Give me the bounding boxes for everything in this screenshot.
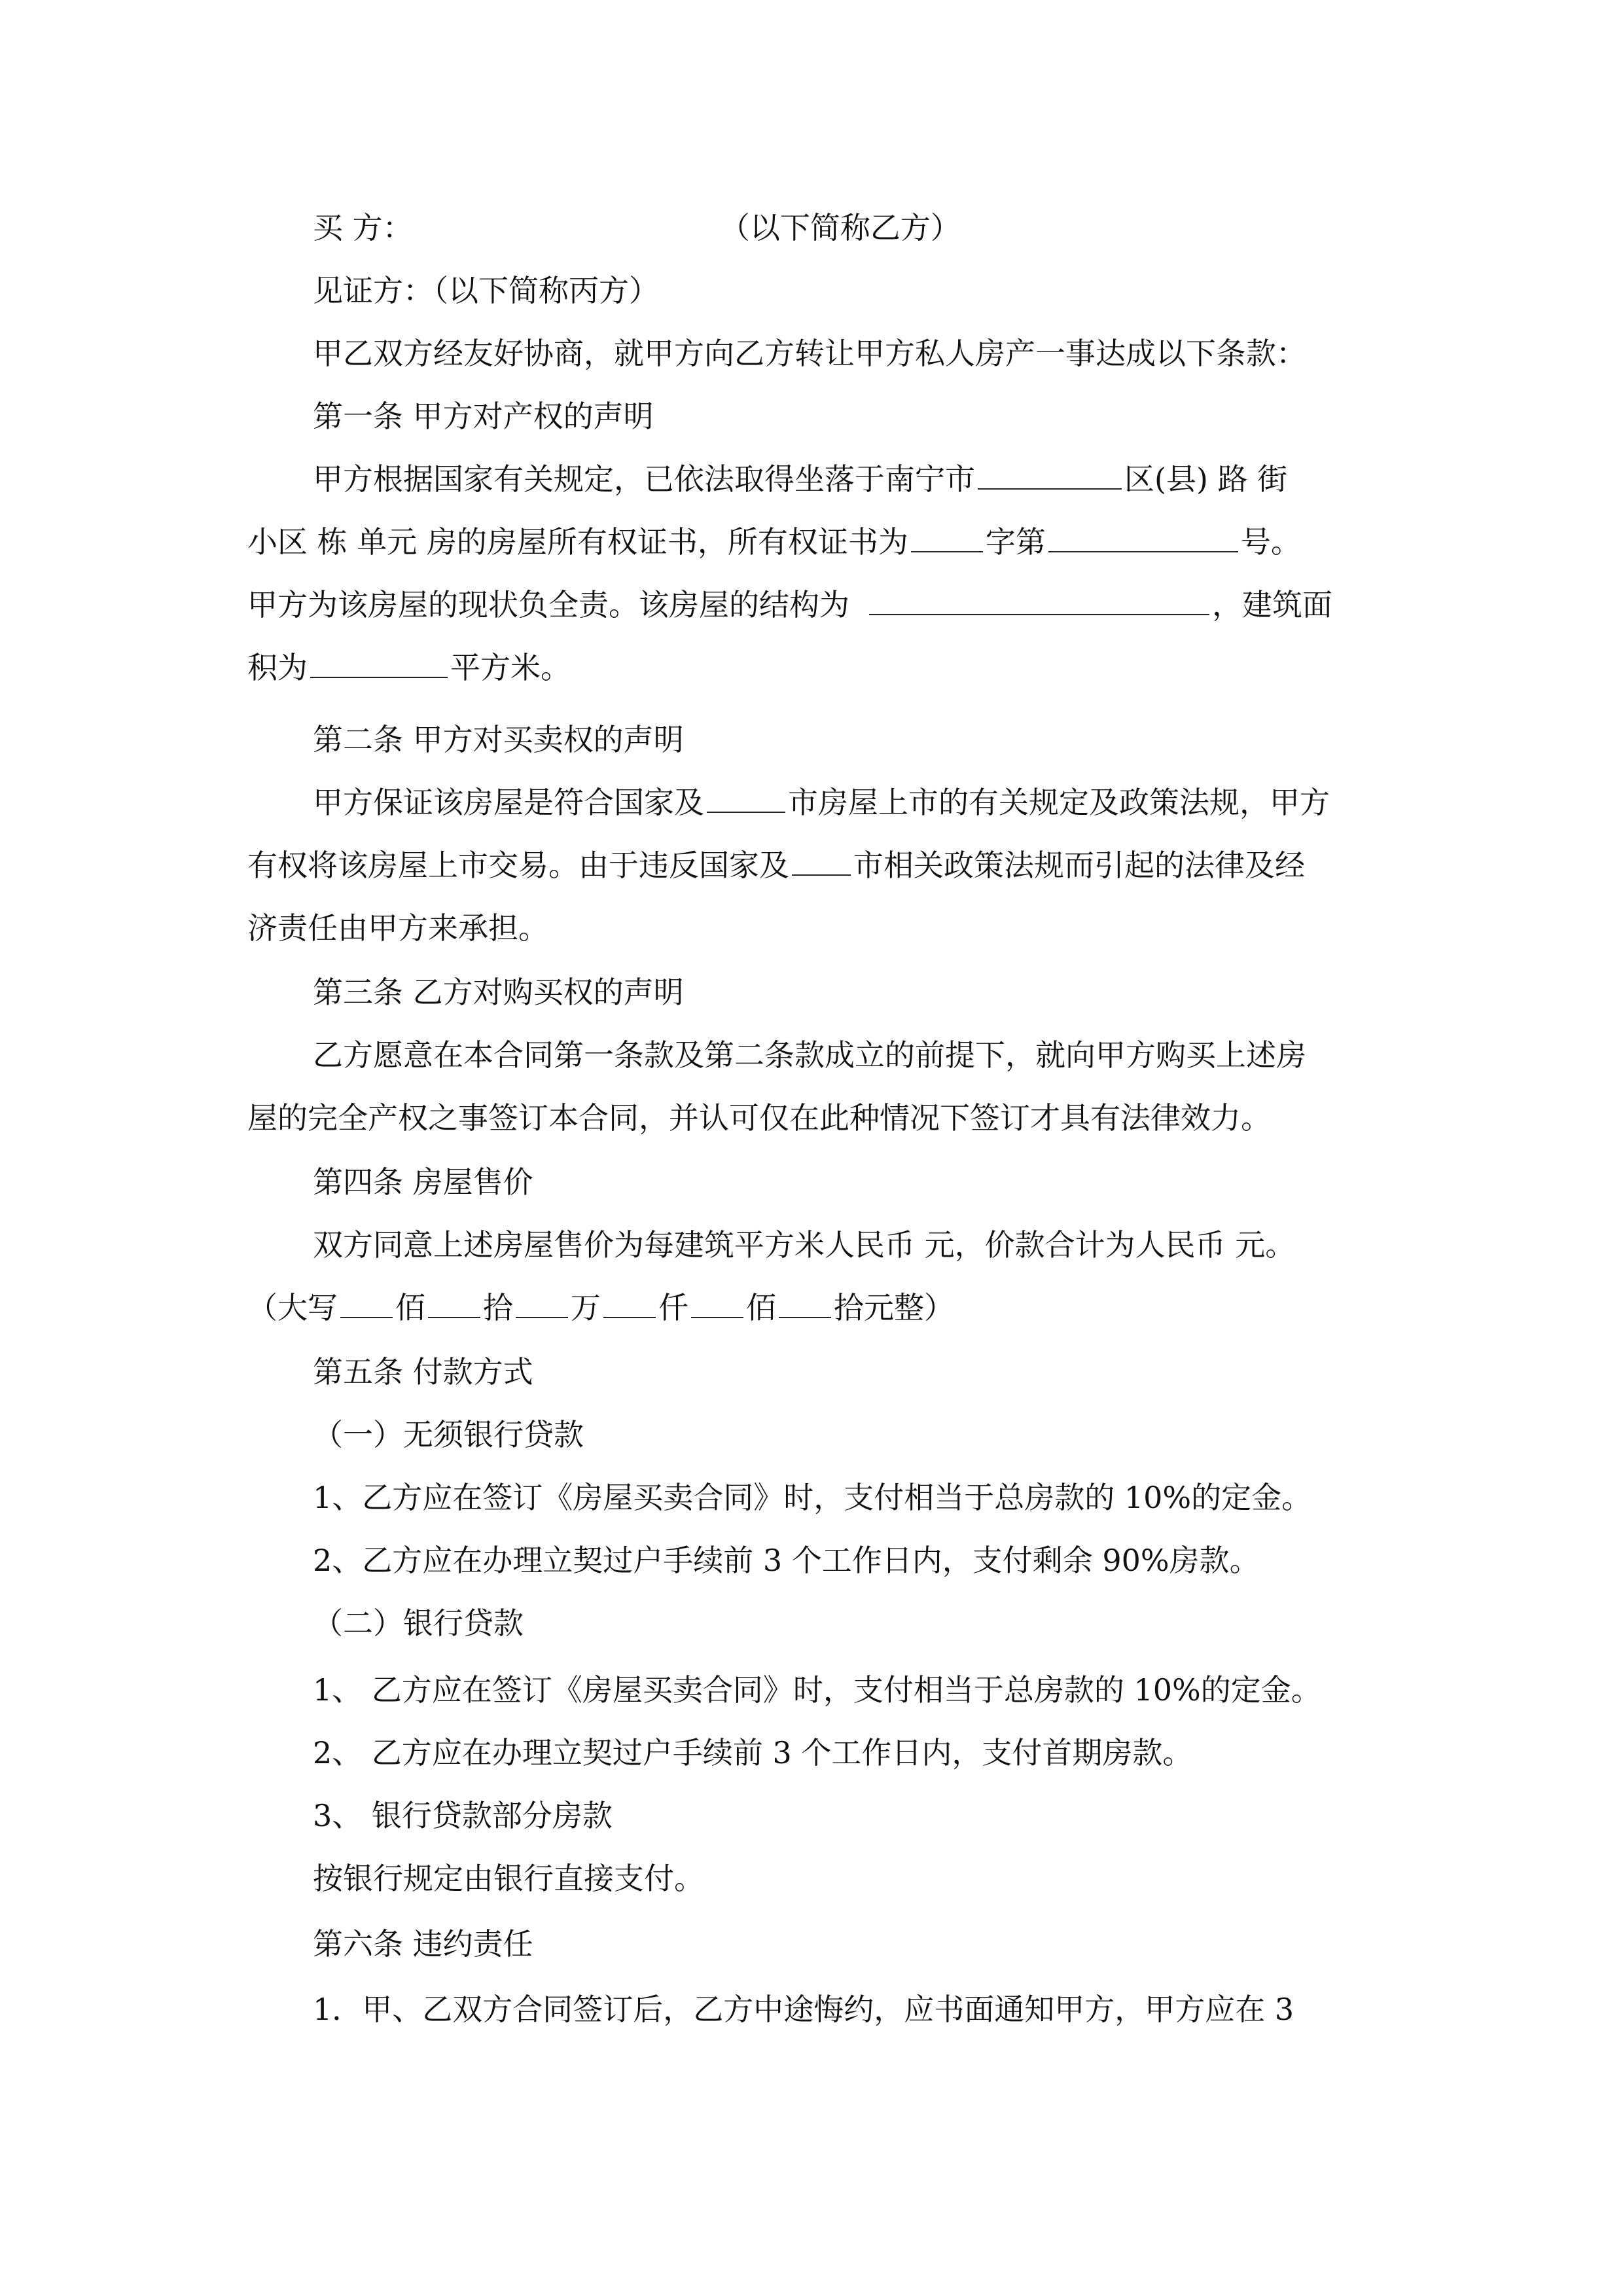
text: 积为	[247, 650, 308, 685]
text: 佰	[746, 1290, 776, 1325]
article-4-line-1: 双方同意上述房屋售价为每建筑平方米人民币 元，价款合计为人民币 元。	[313, 1227, 1296, 1263]
buyer-label: 买 方：	[313, 210, 413, 245]
blank	[1048, 525, 1238, 552]
article-5-section-2-item-2: 2、 乙方应在办理立契过户手续前 3 个工作日内，支付首期房款。	[313, 1735, 1193, 1770]
article-1-line-4	[247, 648, 1399, 687]
text: 号。	[1240, 524, 1301, 560]
text: （大写	[247, 1290, 338, 1325]
witness-line: 见证方：（以下简称丙方）	[313, 273, 659, 308]
article-5-section-1-item-1: 1、乙方应在签订《房屋买卖合同》时，支付相当于总房款的 10%的定金。	[313, 1480, 1312, 1515]
blank	[310, 651, 448, 678]
article-5-title: 第五条 付款方式	[313, 1354, 533, 1390]
blank	[707, 785, 785, 813]
article-2-line-3: 济责任由甲方来承担。	[247, 910, 548, 946]
article-4-line-2	[247, 1288, 1399, 1327]
text: 甲方保证该房屋是符合国家及	[313, 785, 704, 820]
text: 仟	[658, 1290, 688, 1325]
blank	[869, 588, 1209, 615]
article-5-section-2-item-1: 1、 乙方应在签订《房屋买卖合同》时，支付相当于总房款的 10%的定金。	[313, 1672, 1321, 1708]
text: 小区 栋 单元 房的房屋所有权证书，所有权证书为	[247, 524, 908, 560]
article-1-line-3	[247, 585, 1399, 624]
article-5-section-2-item-3: 3、 银行贷款部分房款	[313, 1798, 613, 1833]
article-3-title: 第三条 乙方对购买权的声明	[313, 975, 684, 1010]
article-1-line-1	[313, 459, 1399, 499]
article-5-section-2-item-4: 按银行规定由银行直接支付。	[313, 1861, 704, 1896]
article-5-section-1-item-2: 2、乙方应在办理立契过户手续前 3 个工作日内，支付剩余 90%房款。	[313, 1543, 1260, 1578]
text: 字第	[985, 524, 1046, 560]
text: 有权将该房屋上市交易。由于违反国家及	[247, 848, 789, 883]
article-6-line-1: 1．甲、乙双方合同签订后，乙方中途悔约，应书面通知甲方，甲方应在 3	[313, 1992, 1294, 2027]
text: 市房屋上市的有关规定及政策法规，甲方	[788, 785, 1330, 820]
article-2-line-1	[313, 783, 1399, 822]
text: 拾元整）	[834, 1290, 954, 1325]
blank	[516, 1291, 568, 1318]
article-3-line-2: 屋的完全产权之事签订本合同，并认可仅在此种情况下签订才具有法律效力。	[247, 1100, 1271, 1136]
article-1-line-2	[247, 522, 1399, 562]
blank	[911, 525, 983, 552]
blank	[340, 1291, 393, 1318]
article-2-title: 第二条 甲方对买卖权的声明	[313, 722, 684, 757]
text: ，建筑面	[1212, 587, 1332, 622]
intro-line: 甲乙双方经友好协商，就甲方向乙方转让甲方私人房产一事达成以下条款：	[313, 336, 1306, 371]
text: 佰	[395, 1290, 425, 1325]
blank	[428, 1291, 480, 1318]
article-6-title: 第六条 违约责任	[313, 1926, 533, 1962]
blank	[978, 462, 1122, 490]
text: 万	[571, 1290, 601, 1325]
article-3-line-1: 乙方愿意在本合同第一条款及第二条款成立的前提下，就向甲方购买上述房	[313, 1037, 1306, 1073]
text: 区(县) 路 街	[1124, 461, 1288, 497]
blank	[603, 1291, 656, 1318]
text: 平方米。	[450, 650, 571, 685]
blank	[691, 1291, 743, 1318]
article-5-section-1: （一）无须银行贷款	[313, 1417, 584, 1452]
article-4-title: 第四条 房屋售价	[313, 1164, 533, 1200]
article-1-title: 第一条 甲方对产权的声明	[313, 399, 654, 434]
article-5-section-2: （二）银行贷款	[313, 1605, 524, 1641]
buyer-line	[313, 208, 1399, 247]
text: 拾	[483, 1290, 513, 1325]
text: 甲方为该房屋的现状负全责。该房屋的结构为	[247, 587, 849, 622]
text: 甲方根据国家有关规定，已依法取得坐落于南宁市	[313, 461, 975, 497]
blank	[792, 848, 851, 876]
article-2-line-2	[247, 846, 1399, 885]
blank	[779, 1291, 831, 1318]
text: 市相关政策法规而引起的法律及经	[853, 848, 1305, 883]
buyer-suffix: （以下简称乙方）	[719, 210, 961, 245]
